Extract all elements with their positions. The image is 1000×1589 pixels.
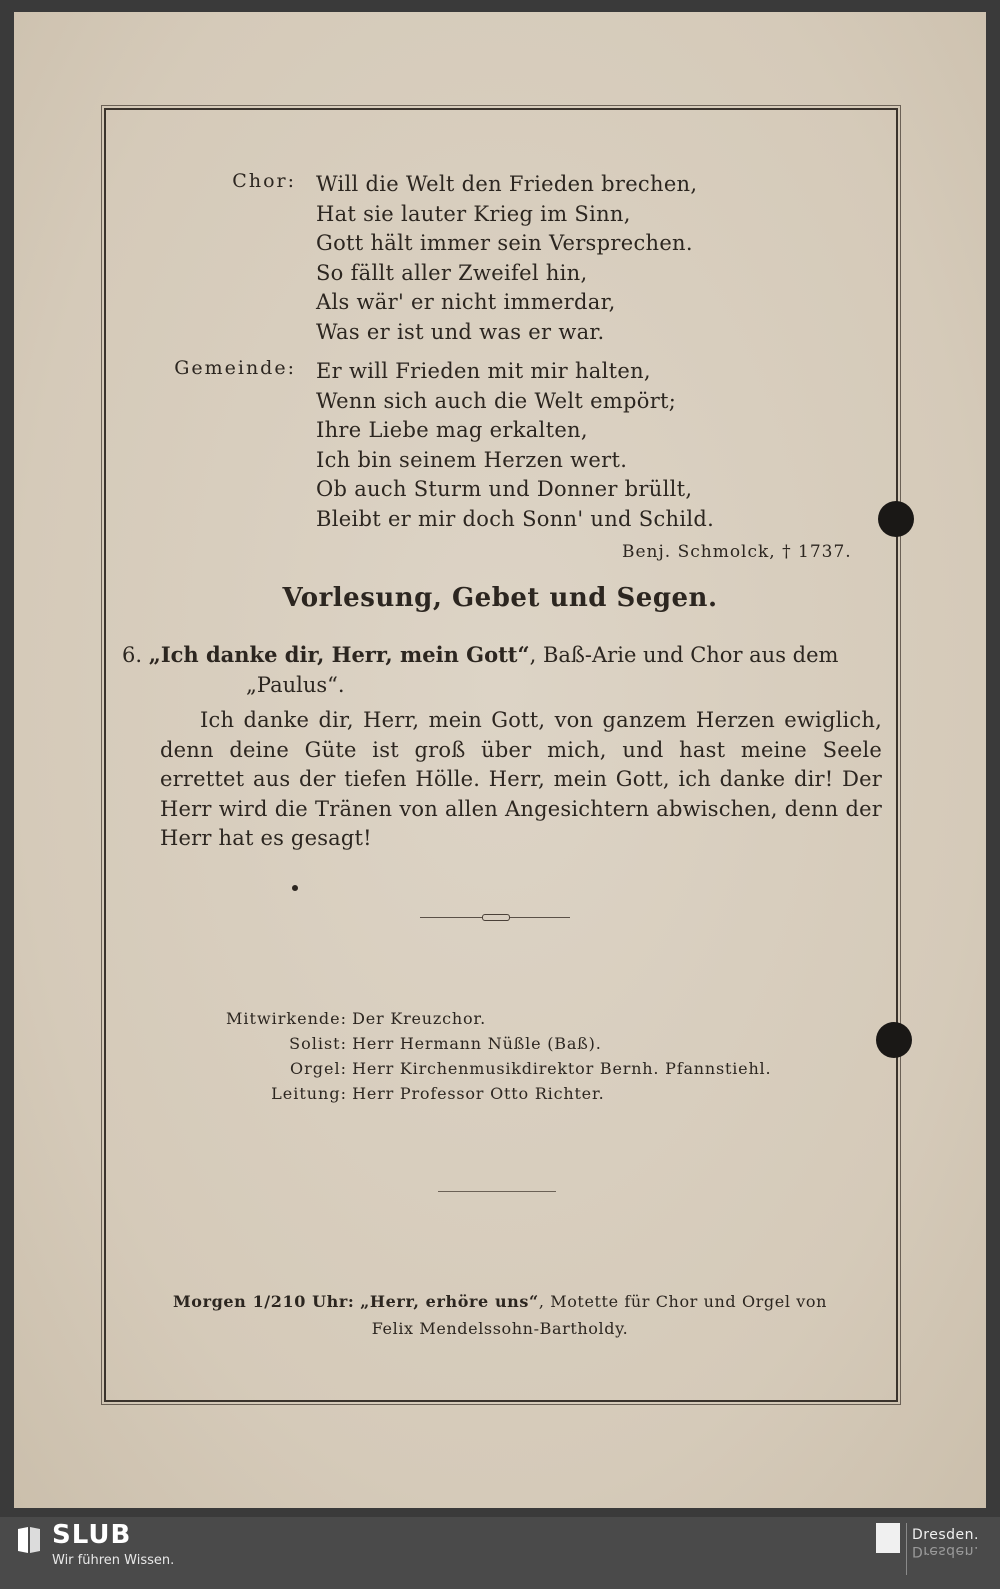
- credit-value: Herr Professor Otto Richter.: [352, 1084, 605, 1103]
- credit-row: [202, 1031, 771, 1056]
- poem-attribution: Benj. Schmolck, † 1737.: [622, 542, 852, 562]
- credit-value: Herr Hermann Nüßle (Baß).: [352, 1034, 602, 1053]
- punch-hole-icon: [878, 501, 914, 537]
- verse-line: Gott hält immer sein Versprechen.: [316, 231, 693, 255]
- verse-line: Ich bin seinem Herzen wert.: [316, 447, 628, 472]
- item-title: „Ich danke dir, Herr, mein Gott“: [148, 642, 530, 667]
- credits-list: [202, 1006, 771, 1106]
- stanza-lines: [316, 357, 714, 534]
- next-service-line: [14, 1288, 986, 1315]
- verse-line: So fällt aller Zweifel hin,: [316, 260, 588, 285]
- credit-value: Der Kreuzchor.: [352, 1009, 487, 1028]
- divider-rule: [438, 1191, 556, 1192]
- footer-divider: [906, 1523, 907, 1575]
- slub-wordmark[interactable]: SLUB: [52, 1520, 132, 1550]
- punch-hole-icon: [876, 1022, 912, 1058]
- divider-ornament: [420, 914, 570, 922]
- verse-line: Er will Frieden mit mir halten,: [316, 359, 651, 383]
- next-service-composer: Felix Mendelssohn-Bartholdy.: [371, 1319, 629, 1338]
- next-service-desc: , Motette für Chor und Orgel von: [538, 1292, 828, 1311]
- credit-row: [202, 1006, 771, 1031]
- scanned-page: [14, 12, 986, 1508]
- verse-line: Als wär' er nicht immerdar,: [316, 290, 616, 314]
- credit-label: Solist:: [289, 1034, 347, 1053]
- verse-line: Hat sie lauter Krieg im Sinn,: [316, 201, 631, 226]
- section-heading: Vorlesung, Gebet und Segen.: [282, 583, 718, 613]
- item-lyrics: Ich danke dir, Herr, mein Gott, von ganzem Herzen ewiglich, denn deine Güte ist groß über mich, und hast meine Seele errettet aus der tiefen Hölle. Herr, mein Gott, ich danke dir! Der Herr wird die Tränen von allen Angesichtern abwischen, denn der Herr hat es gesagt!: [160, 708, 882, 850]
- item-title-line: [122, 640, 882, 670]
- slub-slogan: Wir führen Wissen.: [52, 1553, 175, 1568]
- credit-label: Leitung:: [271, 1084, 347, 1103]
- verse-line: Will die Welt den Frieden brechen,: [316, 172, 698, 196]
- credit-row: [202, 1056, 771, 1081]
- verse-line: Bleibt er mir doch Sonn' und Schild.: [316, 506, 715, 531]
- next-service-title: „Herr, erhöre uns“: [360, 1292, 539, 1311]
- credit-label: Orgel:: [290, 1059, 347, 1078]
- credit-row: [202, 1081, 771, 1106]
- verse-line: Ihre Liebe mag erkalten,: [316, 418, 588, 442]
- credit-label: Mitwirkende:: [226, 1009, 347, 1028]
- next-service-time: Morgen 1/210 Uhr:: [172, 1292, 355, 1311]
- speaker-label: Gemeinde:: [174, 357, 296, 379]
- credit-value: Herr Kirchenmusikdirektor Bernh. Pfannstiehl.: [352, 1059, 772, 1078]
- stanza-lines: [316, 170, 697, 347]
- verse-line: Was er ist und was er war.: [316, 319, 605, 344]
- next-service-note: [14, 1288, 986, 1342]
- item-desc: , Baß-Arie und Chor aus dem: [529, 643, 839, 667]
- item-number: 6.: [122, 643, 143, 667]
- dresden-wordmark-reflection: Dresden.: [912, 1543, 979, 1559]
- program-item: [122, 640, 882, 854]
- dresden-wordmark[interactable]: Dresden.: [912, 1527, 979, 1543]
- ink-speck: [292, 885, 298, 891]
- verse-line: Ob auch Sturm und Donner brüllt,: [316, 477, 693, 501]
- item-work: „Paulus“.: [246, 673, 345, 697]
- item-work-line: [122, 670, 882, 700]
- verse-line: Wenn sich auch die Welt empört;: [316, 388, 677, 413]
- book-logo-icon[interactable]: [16, 1525, 42, 1555]
- speaker-label: Chor:: [232, 170, 296, 192]
- dresden-crest-icon[interactable]: [876, 1523, 900, 1553]
- viewer-footer: [0, 1517, 1000, 1589]
